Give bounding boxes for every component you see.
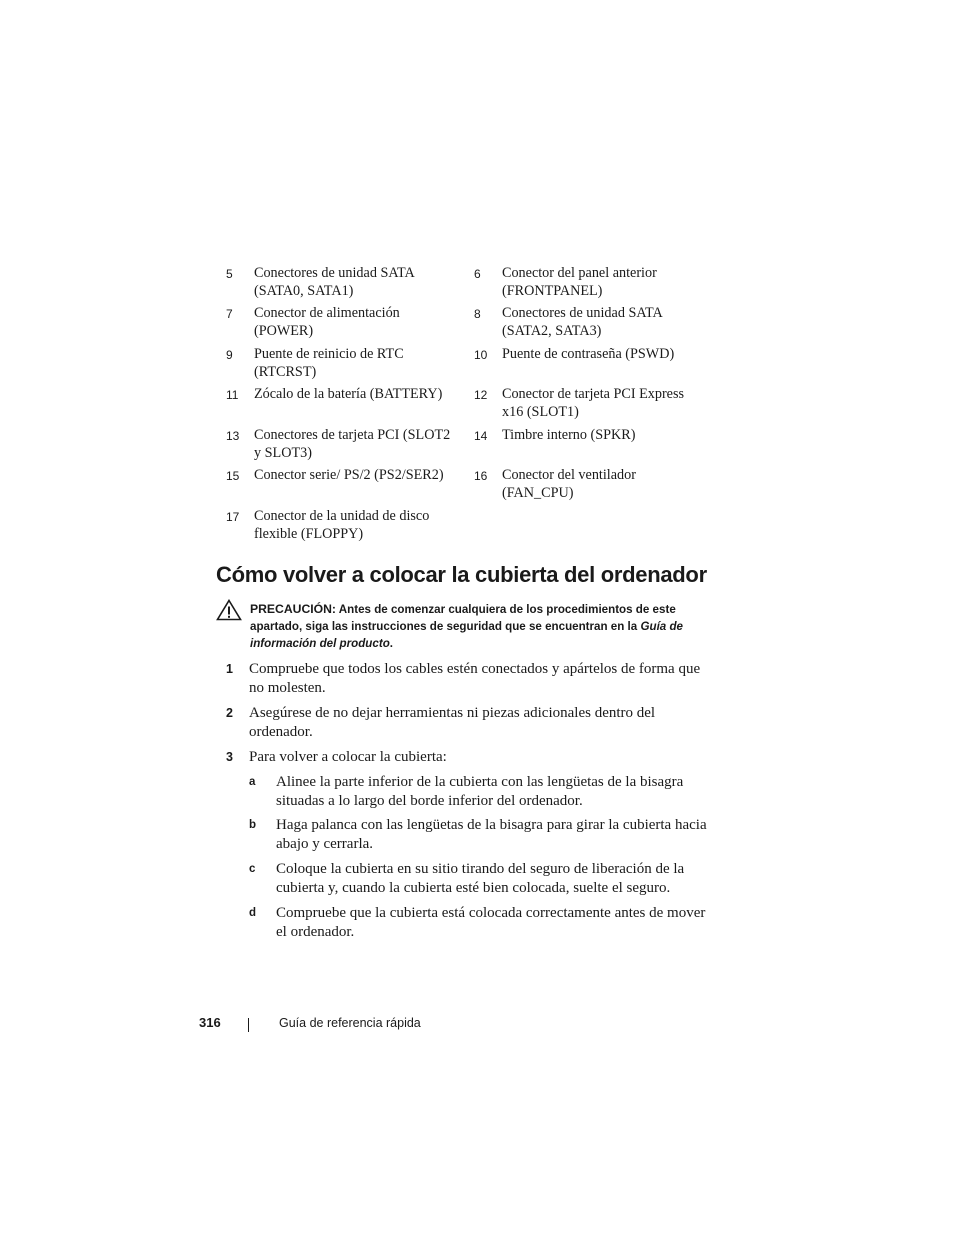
- step-number: 2: [226, 706, 233, 720]
- legend-number: 13: [226, 429, 240, 443]
- legend-number: 16: [474, 469, 488, 483]
- legend-label: Conectores de unidad SATA (SATA0, SATA1): [254, 265, 415, 299]
- caution-text: [250, 601, 706, 652]
- substep-letter: c: [249, 863, 256, 875]
- section-title: Cómo volver a colocar la cubierta del ordenador: [216, 562, 707, 587]
- substep-letter: d: [249, 907, 257, 919]
- warning-triangle-icon: [216, 599, 242, 621]
- step-text: Para volver a colocar la cubierta:: [249, 749, 447, 765]
- legend-row: [226, 346, 706, 384]
- legend-number: 14: [474, 429, 488, 443]
- legend-number: 6: [474, 267, 481, 281]
- legend-row: [226, 265, 706, 303]
- legend-label: Conector de tarjeta PCI Express x16 (SLOT1): [502, 386, 685, 420]
- step-number: 3: [226, 750, 233, 764]
- legend-row: [226, 386, 706, 424]
- step-text: Asegúrese de no dejar herramientas ni piezas adicionales dentro del ordenador.: [249, 705, 656, 740]
- substep-text: Coloque la cubierta en su sitio tirando del seguro de liberación de la cubierta y, cuando la cubierta esté bien colocada, suelte el seguro.: [276, 861, 685, 896]
- substep-letter: b: [249, 819, 257, 831]
- page-footer: [199, 1015, 699, 1035]
- legend-label: Puente de contraseña (PSWD): [502, 346, 675, 362]
- legend-label: Zócalo de la batería (BATTERY): [254, 386, 443, 402]
- legend-label: Conector de alimentación (POWER): [254, 305, 400, 339]
- legend-row: [226, 427, 706, 465]
- step-text: Compruebe que todos los cables estén conectados y apártelos de forma que no molesten.: [249, 661, 701, 696]
- footer-title: Guía de referencia rápida: [279, 1016, 421, 1030]
- legend-row: [226, 508, 706, 546]
- legend-label: Puente de reinicio de RTC (RTCRST): [254, 346, 404, 380]
- substep-letter: a: [249, 776, 256, 788]
- legend-label: Conectores de tarjeta PCI (SLOT2 y SLOT3): [254, 427, 451, 461]
- legend-label: Timbre interno (SPKR): [502, 427, 636, 443]
- legend-number: 7: [226, 307, 233, 321]
- legend-row: [226, 305, 706, 343]
- legend-label: Conector serie/ PS/2 (PS2/SER2): [254, 467, 444, 483]
- legend-number: 9: [226, 348, 233, 362]
- footer-separator: [248, 1018, 249, 1032]
- legend-label: Conector del ventilador (FAN_CPU): [502, 467, 636, 501]
- legend-number: 5: [226, 267, 233, 281]
- substep-text: Alinee la parte inferior de la cubierta con las lengüetas de la bisagra situadas a lo largo del borde inferior del ordenador.: [276, 774, 684, 809]
- step-number: 1: [226, 662, 233, 676]
- legend-number: 17: [226, 510, 240, 524]
- page-number: 316: [199, 1015, 221, 1030]
- legend-number: 10: [474, 348, 488, 362]
- legend-label: Conector de la unidad de disco flexible (FLOPPY): [254, 508, 430, 542]
- legend-number: 8: [474, 307, 481, 321]
- substep-text: Compruebe que la cubierta está colocada correctamente antes de mover el ordenador.: [276, 905, 706, 940]
- caution-end: .: [389, 637, 394, 650]
- legend-number: 15: [226, 469, 240, 483]
- caution-label: PRECAUCIÓN:: [250, 602, 336, 616]
- substep-text: Haga palanca con las lengüetas de la bisagra para girar la cubierta hacia abajo y cerrarla.: [276, 817, 707, 852]
- guide-reference: Guía de información del producto: [250, 620, 683, 650]
- legend-number: 11: [226, 388, 239, 402]
- legend-label: Conector del panel anterior (FRONTPANEL): [502, 265, 657, 299]
- legend-number: 12: [474, 388, 488, 402]
- legend-label: Conectores de unidad SATA (SATA2, SATA3): [502, 305, 663, 339]
- caution-body: Antes de comenzar cualquiera de los procedimientos de este apartado, siga las instrucciones de seguridad que se encuentran en la: [250, 603, 676, 633]
- legend-row: [226, 467, 706, 505]
